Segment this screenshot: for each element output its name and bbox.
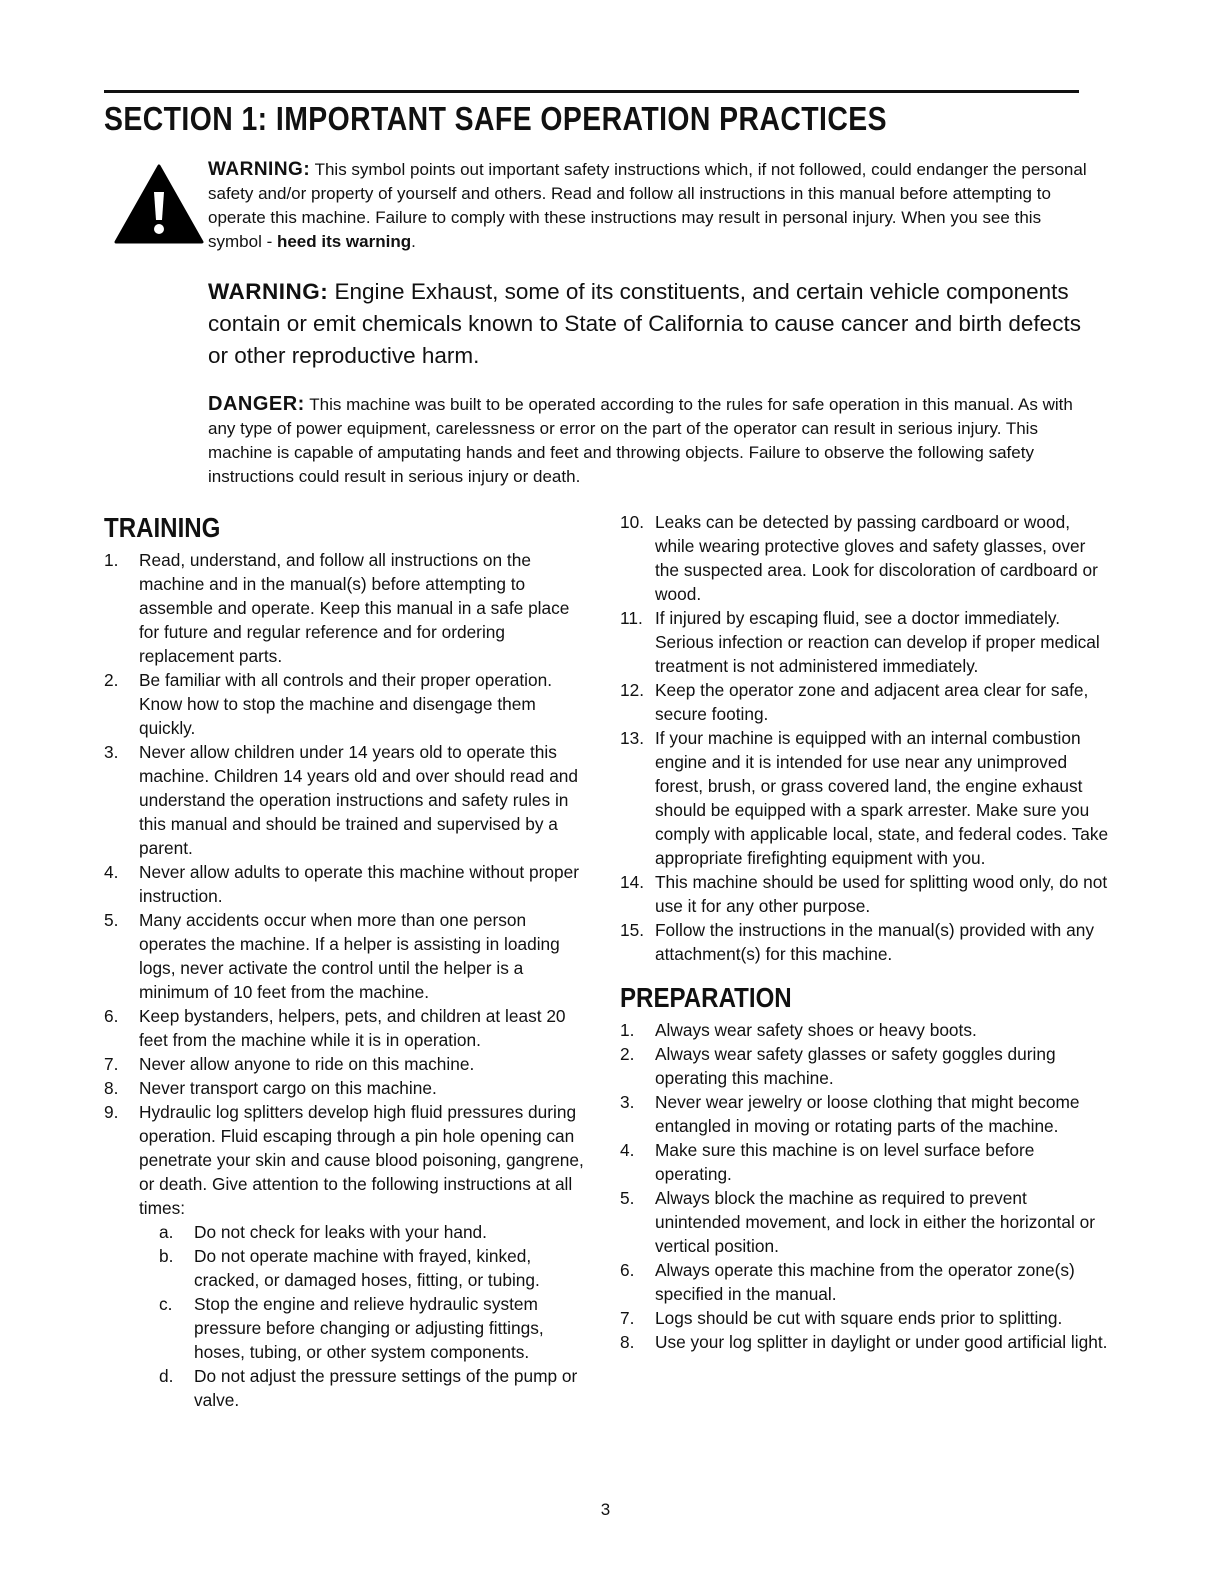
item-number: 4.: [620, 1140, 635, 1160]
item-text: Never allow children under 14 years old to operate this machine. Children 14 years old and over should read and understand the operation instructions and safety rules in this manual and should be trained and supervised by a parent.: [139, 742, 579, 858]
item-text: Keep the operator zone and adjacent area clear for safe, secure footing.: [655, 680, 1089, 724]
notice-emphasis: heed its warning: [276, 232, 412, 251]
sub-item-letter: c.: [159, 1294, 173, 1314]
list-item: [620, 1042, 1110, 1090]
item-number: 3.: [620, 1092, 635, 1112]
item-number: 6.: [104, 1006, 119, 1026]
item-text: Be familiar with all controls and their proper operation. Know how to stop the machine and disengage them quickly.: [139, 670, 553, 738]
item-text: Always wear safety shoes or heavy boots.: [655, 1020, 977, 1040]
sub-list-item: [159, 1292, 594, 1364]
item-text: Never transport cargo on this machine.: [139, 1078, 437, 1098]
list-item: [104, 1004, 594, 1052]
item-number: 4.: [104, 862, 119, 882]
item-number: 12.: [620, 680, 645, 700]
item-text: If injured by escaping fluid, see a doctor immediately. Serious infection or reaction can develop if proper medical treatment is not administered immediately.: [655, 608, 1100, 676]
list-item: [104, 860, 594, 908]
sub-item-text: Do not check for leaks with your hand.: [194, 1222, 487, 1242]
warning-notice-safety-symbol: [208, 158, 1088, 254]
list-item: [620, 918, 1110, 966]
sub-item-letter: b.: [159, 1246, 174, 1266]
training-column: [104, 508, 594, 1412]
list-item: [620, 870, 1110, 918]
warning-triangle-icon: [114, 162, 204, 246]
list-item: [620, 1306, 1110, 1330]
sub-item-letter: a.: [159, 1222, 174, 1242]
sub-item-letter: d.: [159, 1366, 174, 1386]
item-text: Follow the instructions in the manual(s) provided with any attachment(s) for this machine.: [655, 920, 1094, 964]
item-number: 1.: [620, 1020, 635, 1040]
list-item: [104, 908, 594, 1004]
item-text: Hydraulic log splitters develop high fluid pressures during operation. Fluid escaping through a pin hole opening can penetrate your skin and cause blood poisoning, gangrene, or death. Give attention to the following instructions at all times:: [139, 1102, 584, 1218]
item-number: 3.: [104, 742, 119, 762]
item-text: If your machine is equipped with an internal combustion engine and it is intended for use near any unimproved forest, brush, or grass covered land, the engine exhaust should be equipped with a spark arrester. Make sure you comply with applicable local, state, and federal codes. Take appropriate firefighting equipment with you.: [655, 728, 1109, 868]
training-list-continued: [620, 510, 1110, 966]
item-text: Logs should be cut with square ends prior to splitting.: [655, 1308, 1063, 1328]
list-item: [620, 1090, 1110, 1138]
list-item: [620, 1138, 1110, 1186]
sub-list: [139, 1220, 594, 1412]
item-number: 7.: [620, 1308, 635, 1328]
notice-text: This symbol points out important safety instructions which, if not followed, could endanger the personal safety and/or property of yourself and others. Read and follow all instructions in this manual before attempting to operate this machine. Failure to comply with these instructions may result in personal injury. When you see this symbol -: [208, 160, 1087, 251]
item-text: Always wear safety glasses or safety goggles during operating this machine.: [655, 1044, 1056, 1088]
list-item: [104, 1052, 594, 1076]
item-number: 8.: [620, 1332, 635, 1352]
item-number: 2.: [104, 670, 119, 690]
section-title: SECTION 1: IMPORTANT SAFE OPERATION PRACTICES: [104, 100, 888, 137]
item-number: 2.: [620, 1044, 635, 1064]
item-text: Use your log splitter in daylight or under good artificial light.: [655, 1332, 1108, 1352]
sub-item-text: Stop the engine and relieve hydraulic system pressure before changing or adjusting fittings, hoses, tubing, or other system components.: [194, 1294, 544, 1362]
item-text: This machine should be used for splitting wood only, do not use it for any other purpose.: [655, 872, 1108, 916]
item-text: Never allow anyone to ride on this machine.: [139, 1054, 475, 1074]
list-item: [620, 1258, 1110, 1306]
item-number: 6.: [620, 1260, 635, 1280]
list-item: [620, 1186, 1110, 1258]
warning-notice-california: [208, 276, 1088, 372]
page-number: 3: [600, 1500, 611, 1519]
sub-item-text: Do not adjust the pressure settings of the pump or valve.: [194, 1366, 578, 1410]
item-number: 1.: [104, 550, 119, 570]
preparation-list: [620, 1018, 1110, 1354]
list-item: [620, 678, 1110, 726]
item-number: 10.: [620, 512, 645, 532]
list-item: [104, 1100, 594, 1412]
sub-item-text: Do not operate machine with frayed, kinked, cracked, or damaged hoses, fitting, or tubing.: [194, 1246, 540, 1290]
item-text: Never allow adults to operate this machine without proper instruction.: [139, 862, 579, 906]
item-text: Make sure this machine is on level surface before operating.: [655, 1140, 1035, 1184]
notice-text: Engine Exhaust, some of its constituents, and certain vehicle components contain or emit chemicals known to State of California to cause cancer and birth defects or other reproductive harm.: [208, 279, 1081, 368]
danger-notice: [208, 392, 1088, 489]
notice-tail: .: [411, 232, 416, 251]
notice-lead: WARNING:: [208, 279, 329, 304]
item-number: 14.: [620, 872, 645, 892]
preparation-title: PREPARATION: [620, 982, 792, 1013]
item-number: 9.: [104, 1102, 119, 1122]
item-text: Read, understand, and follow all instructions on the machine and in the manual(s) before attempting to assemble and operate. Keep this manual in a safe place for future and regular reference and for ordering replacement parts.: [139, 550, 570, 666]
item-number: 5.: [620, 1188, 635, 1208]
list-item: [104, 668, 594, 740]
item-number: 7.: [104, 1054, 119, 1074]
notice-lead: DANGER:: [208, 393, 305, 415]
item-number: 13.: [620, 728, 645, 748]
item-number: 8.: [104, 1078, 119, 1098]
item-text: Many accidents occur when more than one person operates the machine. If a helper is assisting in loading logs, never activate the control until the helper is a minimum of 10 feet from the machine.: [139, 910, 560, 1002]
item-number: 11.: [620, 608, 643, 628]
right-column: [620, 510, 1110, 1354]
list-item: [620, 510, 1110, 606]
list-item: [104, 548, 594, 668]
sub-list-item: [159, 1364, 594, 1412]
list-item: [104, 1076, 594, 1100]
sub-list-item: [159, 1220, 594, 1244]
training-list: [104, 548, 594, 1412]
item-number: 15.: [620, 920, 645, 940]
notice-lead: WARNING:: [208, 159, 311, 180]
item-text: Always operate this machine from the operator zone(s) specified in the manual.: [655, 1260, 1075, 1304]
item-text: Leaks can be detected by passing cardboard or wood, while wearing protective gloves and safety glasses, over the suspected area. Look for discoloration of cardboard or wood.: [655, 512, 1098, 604]
header-rule: [104, 90, 1079, 93]
item-text: Always block the machine as required to prevent unintended movement, and lock in either the horizontal or vertical position.: [655, 1188, 1095, 1256]
item-text: Keep bystanders, helpers, pets, and children at least 20 feet from the machine while it is in operation.: [139, 1006, 566, 1050]
training-title: TRAINING: [104, 512, 221, 543]
list-item: [620, 1018, 1110, 1042]
sub-list-item: [159, 1244, 594, 1292]
list-item: [620, 726, 1110, 870]
item-number: 5.: [104, 910, 119, 930]
list-item: [104, 740, 594, 860]
list-item: [620, 606, 1110, 678]
item-text: Never wear jewelry or loose clothing that might become entangled in moving or rotating parts of the machine.: [655, 1092, 1080, 1136]
list-item: [620, 1330, 1110, 1354]
notice-text: This machine was built to be operated according to the rules for safe operation in this manual. As with any type of power equipment, carelessness or error on the part of the operator can result in serious injury. This machine is capable of amputating hands and feet and throwing objects. Failure to observe the following safety instructions could result in serious injury or death.: [208, 395, 1073, 486]
